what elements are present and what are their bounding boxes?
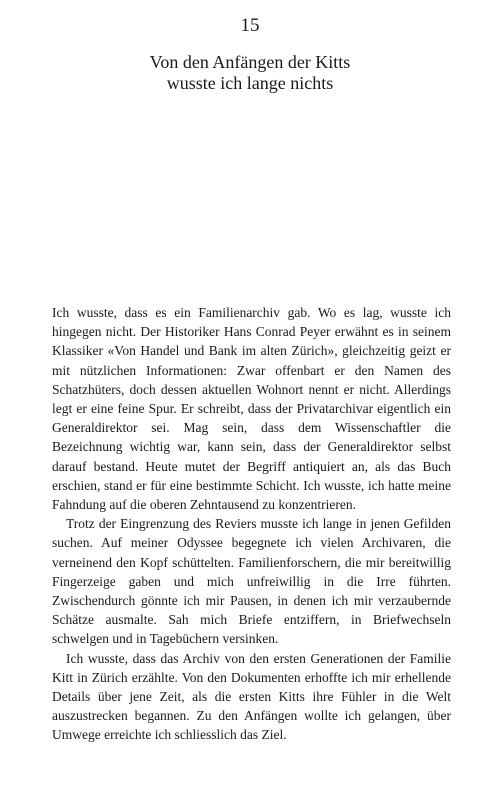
body-text: [52, 303, 451, 745]
chapter-title: [0, 52, 500, 94]
chapter-number: 15: [240, 15, 260, 36]
chapter-title-line-2: wusste ich lange nichts: [166, 73, 334, 93]
paragraph-2: Trotz der Eingrenzung des Reviers musste ich lange in jenen Gefilden suchen. Auf meiner Odyssee begegnete ich vielen Archivaren, die verneinend den Kopf schüttelten. Familienforschern, die mir bereitwillig Fingerzeige gaben und mich unfreiwillig in die Irre führten. Zwischendurch gönnte ich mir Pausen, in denen ich mir verzaubernde Schätze ausmalte. Sah mich Briefe entziffern, in Briefwechseln schwelgen und in Tagebüchern versinken.: [52, 516, 451, 647]
paragraph-3: Ich wusste, dass das Archiv von den ersten Generationen der Familie Kitt in Zürich erzählte. Von den Dokumenten erhoffte ich mir erhellende Details über jene Zeit, als die ersten Kitts ihre Fühler in die Welt auszustrecken begannen. Zu den Anfängen wollte ich gelangen, über Umwege erreichte ich schliesslich das Ziel.: [52, 650, 451, 743]
chapter-title-line-1: Von den Anfängen der Kitts: [149, 52, 351, 72]
paragraph-1: Ich wusste, dass es ein Familienarchiv gab. Wo es lag, wusste ich hingegen nicht. Der Historiker Hans Conrad Peyer erwähnt es in seinem Klassiker «Von Handel und Bank im alten Zürich», gleichzeitig geizt er mit nützlichen Informationen: Zwar offenbart er den Namen des Schatzhüters, doch dessen aktuellen Wohnort nennt er nicht. Allerdings legt er eine feine Spur. Er schreibt, dass der Privatarchivar eigentlich ein Generaldirektor sei. Mag sein, dass dem Wissenschaftler die Bezeichnung wichtig war, kann sein, dass der Generaldirektor selbst darauf bestand. Heute mutet der Begriff antiquiert an, als das Buch erschien, stand er für eine bestimmte Schicht. Ich wusste, ich hatte meine Fahndung auf die oberen Zehntausend zu konzentrieren.: [52, 305, 451, 513]
